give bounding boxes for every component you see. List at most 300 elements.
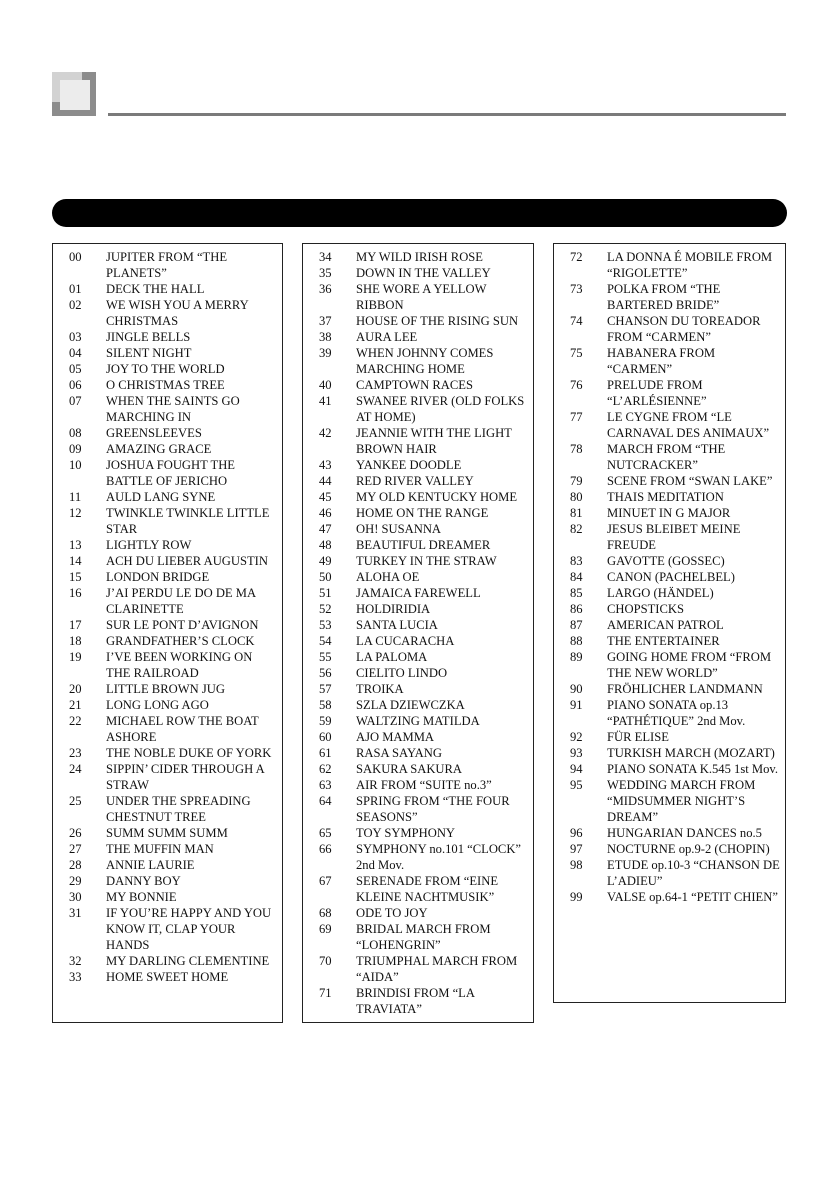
song-title: MINUET IN G MAJOR (607, 506, 731, 520)
song-number: 00 (69, 250, 82, 264)
song-number: 55 (319, 650, 332, 664)
song-title: AJO MAMMA (356, 730, 435, 744)
song-title: WEDDING MARCH FROM “MIDSUMMER NIGHT’S DREAM” (607, 778, 756, 824)
song-title: WALTZING MATILDA (356, 714, 480, 728)
song-entry (570, 601, 781, 617)
song-title: SUR LE PONT D’AVIGNON (106, 618, 259, 632)
song-entry (570, 569, 781, 585)
song-entry (570, 505, 781, 521)
song-entry (570, 857, 781, 889)
song-number: 68 (319, 906, 332, 920)
song-number: 14 (69, 554, 82, 568)
song-entry (69, 585, 278, 617)
song-title: JUPITER FROM “THE PLANETS” (106, 250, 228, 280)
song-entry (319, 585, 529, 601)
song-title: CANON (PACHELBEL) (607, 570, 735, 584)
song-entry (69, 553, 278, 569)
song-title: CAMPTOWN RACES (356, 378, 473, 392)
song-entry (319, 921, 529, 953)
song-entry (69, 841, 278, 857)
song-title: MY BONNIE (106, 890, 177, 904)
song-number: 57 (319, 682, 332, 696)
song-title: HOME SWEET HOME (106, 970, 229, 984)
song-title: SYMPHONY no.101 “CLOCK” 2nd Mov. (356, 842, 522, 872)
song-title: AMAZING GRACE (106, 442, 212, 456)
song-number: 02 (69, 298, 82, 312)
song-number: 82 (570, 522, 583, 536)
song-entry (319, 537, 529, 553)
song-title: SERENADE FROM “EINE KLEINE NACHTMUSIK” (356, 874, 499, 904)
song-entry (319, 985, 529, 1017)
song-entry (319, 649, 529, 665)
song-number: 75 (570, 346, 583, 360)
song-number: 79 (570, 474, 583, 488)
song-title: GOING HOME FROM “FROM THE NEW WORLD” (607, 650, 772, 680)
song-entry (319, 665, 529, 681)
song-title: ACH DU LIEBER AUGUSTIN (106, 554, 268, 568)
song-entry (319, 313, 529, 329)
song-number: 33 (69, 970, 82, 984)
song-number: 13 (69, 538, 82, 552)
song-number: 80 (570, 490, 583, 504)
song-entry (570, 585, 781, 601)
song-title: TWINKLE TWINKLE LITTLE STAR (106, 506, 270, 536)
song-title: THE ENTERTAINER (607, 634, 720, 648)
song-entry (69, 713, 278, 745)
song-title: YANKEE DOODLE (356, 458, 462, 472)
song-number: 69 (319, 922, 332, 936)
song-number: 85 (570, 586, 583, 600)
song-number: 47 (319, 522, 332, 536)
song-number: 09 (69, 442, 82, 456)
song-entry (69, 649, 278, 681)
song-title: DOWN IN THE VALLEY (356, 266, 491, 280)
song-number: 08 (69, 426, 82, 440)
song-number: 94 (570, 762, 583, 776)
song-entry (319, 729, 529, 745)
song-number: 06 (69, 378, 82, 392)
song-entry (69, 905, 278, 953)
song-entry (319, 489, 529, 505)
song-entry (69, 345, 278, 361)
song-title: POLKA FROM “THE BARTERED BRIDE” (607, 282, 721, 312)
song-number: 44 (319, 474, 332, 488)
song-number: 96 (570, 826, 583, 840)
song-entry (319, 713, 529, 729)
song-title: JESUS BLEIBET MEINE FREUDE (607, 522, 741, 552)
song-title: SWANEE RIVER (OLD FOLKS AT HOME) (356, 394, 525, 424)
song-entry (570, 777, 781, 825)
song-title: TROIKA (356, 682, 404, 696)
song-entry (69, 969, 278, 985)
song-entry (319, 377, 529, 393)
song-number: 53 (319, 618, 332, 632)
song-title: SILENT NIGHT (106, 346, 192, 360)
song-title: JAMAICA FAREWELL (356, 586, 481, 600)
song-entry (570, 521, 781, 553)
song-title: LITTLE BROWN JUG (106, 682, 225, 696)
song-entry (570, 313, 781, 345)
song-number: 60 (319, 730, 332, 744)
song-entry (570, 281, 781, 313)
song-number: 38 (319, 330, 332, 344)
song-entry (69, 633, 278, 649)
song-entry (570, 825, 781, 841)
song-entry (319, 745, 529, 761)
song-entry (319, 633, 529, 649)
song-number: 22 (69, 714, 82, 728)
song-number: 42 (319, 426, 332, 440)
song-title: GREENSLEEVES (106, 426, 202, 440)
song-title: IF YOU’RE HAPPY AND YOU KNOW IT, CLAP YOUR HANDS (106, 906, 272, 952)
song-entry (570, 697, 781, 729)
song-entry (69, 297, 278, 329)
song-number: 72 (570, 250, 583, 264)
song-entry (570, 841, 781, 857)
song-entry (570, 441, 781, 473)
song-title: PIANO SONATA K.545 1st Mov. (607, 762, 779, 776)
song-title: ANNIE LAURIE (106, 858, 195, 872)
song-title: ODE TO JOY (356, 906, 428, 920)
song-entry (69, 281, 278, 297)
song-number: 17 (69, 618, 82, 632)
song-title: PRELUDE FROM “L’ARLÉSIENNE” (607, 378, 707, 408)
song-title: JOY TO THE WORLD (106, 362, 225, 376)
song-title: THE MUFFIN MAN (106, 842, 214, 856)
song-title: SANTA LUCIA (356, 618, 438, 632)
song-entry (319, 249, 529, 265)
song-title: TURKEY IN THE STRAW (356, 554, 497, 568)
song-entry (319, 505, 529, 521)
song-title: CHANSON DU TOREADOR FROM “CARMEN” (607, 314, 761, 344)
song-number: 87 (570, 618, 583, 632)
song-number: 34 (319, 250, 332, 264)
song-title: AMERICAN PATROL (607, 618, 724, 632)
song-number: 70 (319, 954, 332, 968)
song-number: 19 (69, 650, 82, 664)
song-number: 24 (69, 762, 82, 776)
song-title: WE WISH YOU A MERRY CHRISTMAS (106, 298, 249, 328)
song-entry (570, 473, 781, 489)
song-entry (69, 873, 278, 889)
song-number: 23 (69, 746, 82, 760)
song-entry (69, 857, 278, 873)
song-entry (69, 889, 278, 905)
song-entry (570, 489, 781, 505)
song-number: 49 (319, 554, 332, 568)
song-title: MY DARLING CLEMENTINE (106, 954, 270, 968)
song-title: ALOHA OE (356, 570, 420, 584)
song-title: SUMM SUMM SUMM (106, 826, 228, 840)
song-number: 36 (319, 282, 332, 296)
song-title: SAKURA SAKURA (356, 762, 463, 776)
song-entry (69, 329, 278, 345)
song-entry (69, 377, 278, 393)
song-title: OH! SUSANNA (356, 522, 442, 536)
song-entry (69, 697, 278, 713)
song-number: 66 (319, 842, 332, 856)
song-title: LIGHTLY ROW (106, 538, 192, 552)
song-number: 59 (319, 714, 332, 728)
song-title: VALSE op.64-1 “PETIT CHIEN” (607, 890, 778, 904)
song-entry (69, 505, 278, 537)
song-number: 83 (570, 554, 583, 568)
song-title: AURA LEE (356, 330, 418, 344)
song-number: 26 (69, 826, 82, 840)
song-title: FÜR ELISE (607, 730, 669, 744)
song-number: 20 (69, 682, 82, 696)
song-title: DANNY BOY (106, 874, 181, 888)
section-corner-mark (52, 72, 96, 116)
song-entry (69, 489, 278, 505)
song-title: LA DONNA É MOBILE FROM “RIGOLETTE” (607, 250, 773, 280)
song-number: 27 (69, 842, 82, 856)
song-list-column-1 (52, 243, 283, 1023)
song-number: 67 (319, 874, 332, 888)
song-number: 64 (319, 794, 332, 808)
song-number: 98 (570, 858, 583, 872)
song-entry (570, 745, 781, 761)
song-title: AULD LANG SYNE (106, 490, 216, 504)
song-number: 99 (570, 890, 583, 904)
song-number: 16 (69, 586, 82, 600)
song-entry (570, 761, 781, 777)
song-title: MARCH FROM “THE NUTCRACKER” (607, 442, 726, 472)
song-number: 74 (570, 314, 583, 328)
song-entry (570, 681, 781, 697)
song-title: JOSHUA FOUGHT THE BATTLE OF JERICHO (106, 458, 235, 488)
song-number: 65 (319, 826, 332, 840)
song-number: 10 (69, 458, 82, 472)
song-number: 77 (570, 410, 583, 424)
song-number: 63 (319, 778, 332, 792)
song-number: 32 (69, 954, 82, 968)
song-entry (69, 457, 278, 489)
song-title: LA CUCARACHA (356, 634, 455, 648)
song-entry (69, 681, 278, 697)
song-title: MICHAEL ROW THE BOAT ASHORE (106, 714, 259, 744)
song-entry (319, 329, 529, 345)
song-entry (319, 265, 529, 281)
song-number: 29 (69, 874, 82, 888)
song-title: THAIS MEDITATION (607, 490, 724, 504)
song-number: 78 (570, 442, 583, 456)
song-number: 11 (69, 490, 82, 504)
song-entry (69, 425, 278, 441)
song-number: 93 (570, 746, 583, 760)
song-number: 50 (319, 570, 332, 584)
song-entry (319, 521, 529, 537)
song-entry (570, 617, 781, 633)
song-title: RASA SAYANG (356, 746, 442, 760)
song-title: SHE WORE A YELLOW RIBBON (356, 282, 487, 312)
song-number: 71 (319, 986, 332, 1000)
song-number: 30 (69, 890, 82, 904)
song-title: ETUDE op.10-3 “CHANSON DE L’ADIEU” (607, 858, 780, 888)
song-number: 37 (319, 314, 332, 328)
song-title: JEANNIE WITH THE LIGHT BROWN HAIR (356, 426, 512, 456)
song-number: 51 (319, 586, 332, 600)
song-entry (69, 393, 278, 425)
song-number: 43 (319, 458, 332, 472)
song-number: 61 (319, 746, 332, 760)
song-number: 73 (570, 282, 583, 296)
song-entry (69, 793, 278, 825)
song-title: DECK THE HALL (106, 282, 205, 296)
song-number: 21 (69, 698, 82, 712)
song-entry (570, 377, 781, 409)
song-number: 35 (319, 266, 332, 280)
song-title: JINGLE BELLS (106, 330, 191, 344)
song-number: 84 (570, 570, 583, 584)
song-entry (319, 617, 529, 633)
song-title: BEAUTIFUL DREAMER (356, 538, 491, 552)
song-number: 28 (69, 858, 82, 872)
song-entry (570, 553, 781, 569)
song-number: 03 (69, 330, 82, 344)
song-entry (69, 745, 278, 761)
song-entry (319, 953, 529, 985)
song-entry (69, 617, 278, 633)
song-title: LARGO (HÄNDEL) (607, 586, 714, 600)
song-title: WHEN JOHNNY COMES MARCHING HOME (356, 346, 494, 376)
song-title: BRINDISI FROM “LA TRAVIATA” (356, 986, 475, 1016)
song-title: SIPPIN’ CIDER THROUGH A STRAW (106, 762, 265, 792)
song-number: 45 (319, 490, 332, 504)
song-entry (319, 681, 529, 697)
song-entry (570, 409, 781, 441)
song-title: MY WILD IRISH ROSE (356, 250, 483, 264)
song-title: LONG LONG AGO (106, 698, 209, 712)
song-title: FRÖHLICHER LANDMANN (607, 682, 763, 696)
song-title: SCENE FROM “SWAN LAKE” (607, 474, 773, 488)
song-number: 25 (69, 794, 82, 808)
song-title: HUNGARIAN DANCES no.5 (607, 826, 762, 840)
song-title: THE NOBLE DUKE OF YORK (106, 746, 272, 760)
song-number: 52 (319, 602, 332, 616)
song-number: 89 (570, 650, 583, 664)
song-number: 31 (69, 906, 82, 920)
song-number: 56 (319, 666, 332, 680)
song-title: J’AI PERDU LE DO DE MA CLARINETTE (106, 586, 256, 616)
song-title: SPRING FROM “THE FOUR SEASONS” (356, 794, 510, 824)
song-entry (69, 825, 278, 841)
song-entry (319, 905, 529, 921)
corner-square-light (60, 80, 90, 110)
song-number: 58 (319, 698, 332, 712)
song-entry (319, 873, 529, 905)
song-number: 40 (319, 378, 332, 392)
song-title: HABANERA FROM “CARMEN” (607, 346, 716, 376)
song-title: GAVOTTE (GOSSEC) (607, 554, 725, 568)
song-title: WHEN THE SAINTS GO MARCHING IN (106, 394, 240, 424)
song-title: LE CYGNE FROM “LE CARNAVAL DES ANIMAUX” (607, 410, 770, 440)
song-title: LONDON BRIDGE (106, 570, 210, 584)
song-entry (319, 841, 529, 873)
song-title: GRANDFATHER’S CLOCK (106, 634, 255, 648)
header-rule (108, 113, 786, 116)
song-title: TRIUMPHAL MARCH FROM “AIDA” (356, 954, 518, 984)
song-title: LA PALOMA (356, 650, 428, 664)
song-title: HOLDIRIDIA (356, 602, 431, 616)
song-list-column-2 (302, 243, 534, 1023)
song-title: RED RIVER VALLEY (356, 474, 474, 488)
song-number: 18 (69, 634, 82, 648)
song-title: I’VE BEEN WORKING ON THE RAILROAD (106, 650, 253, 680)
song-entry (319, 281, 529, 313)
song-entry (69, 361, 278, 377)
song-entry (570, 649, 781, 681)
song-number: 91 (570, 698, 583, 712)
song-number: 41 (319, 394, 332, 408)
song-number: 97 (570, 842, 583, 856)
song-entry (570, 633, 781, 649)
song-entry (570, 249, 781, 281)
song-list-title-bar (52, 199, 787, 227)
song-entry (69, 761, 278, 793)
song-number: 81 (570, 506, 583, 520)
song-title: TURKISH MARCH (MOZART) (607, 746, 775, 760)
song-entry (69, 953, 278, 969)
song-title: NOCTURNE op.9-2 (CHOPIN) (607, 842, 770, 856)
song-entry (319, 473, 529, 489)
song-entry (319, 553, 529, 569)
song-entry (570, 729, 781, 745)
song-title: PIANO SONATA op.13 “PATHÉTIQUE” 2nd Mov. (607, 698, 746, 728)
song-entry (69, 249, 278, 281)
song-entry (319, 793, 529, 825)
song-number: 46 (319, 506, 332, 520)
song-entry (319, 761, 529, 777)
song-title: CHOPSTICKS (607, 602, 684, 616)
song-entry (570, 345, 781, 377)
song-number: 05 (69, 362, 82, 376)
song-entry (319, 697, 529, 713)
song-number: 92 (570, 730, 583, 744)
song-entry (319, 601, 529, 617)
song-entry (319, 457, 529, 473)
song-number: 04 (69, 346, 82, 360)
song-title: BRIDAL MARCH FROM “LOHENGRIN” (356, 922, 491, 952)
song-entry (319, 345, 529, 377)
song-number: 95 (570, 778, 583, 792)
song-number: 12 (69, 506, 82, 520)
song-title: AIR FROM “SUITE no.3” (356, 778, 492, 792)
song-entry (69, 569, 278, 585)
song-number: 90 (570, 682, 583, 696)
song-title: TOY SYMPHONY (356, 826, 456, 840)
song-title: MY OLD KENTUCKY HOME (356, 490, 518, 504)
song-title: O CHRISTMAS TREE (106, 378, 225, 392)
song-title: HOUSE OF THE RISING SUN (356, 314, 519, 328)
song-number: 48 (319, 538, 332, 552)
song-title: UNDER THE SPREADING CHESTNUT TREE (106, 794, 251, 824)
song-number: 62 (319, 762, 332, 776)
song-number: 88 (570, 634, 583, 648)
song-number: 76 (570, 378, 583, 392)
song-entry (319, 777, 529, 793)
song-entry (319, 569, 529, 585)
song-entry (69, 537, 278, 553)
song-number: 54 (319, 634, 332, 648)
song-list-column-3 (553, 243, 786, 1003)
song-number: 39 (319, 346, 332, 360)
song-entry (570, 889, 781, 905)
song-number: 86 (570, 602, 583, 616)
song-number: 07 (69, 394, 82, 408)
song-entry (319, 825, 529, 841)
song-number: 15 (69, 570, 82, 584)
